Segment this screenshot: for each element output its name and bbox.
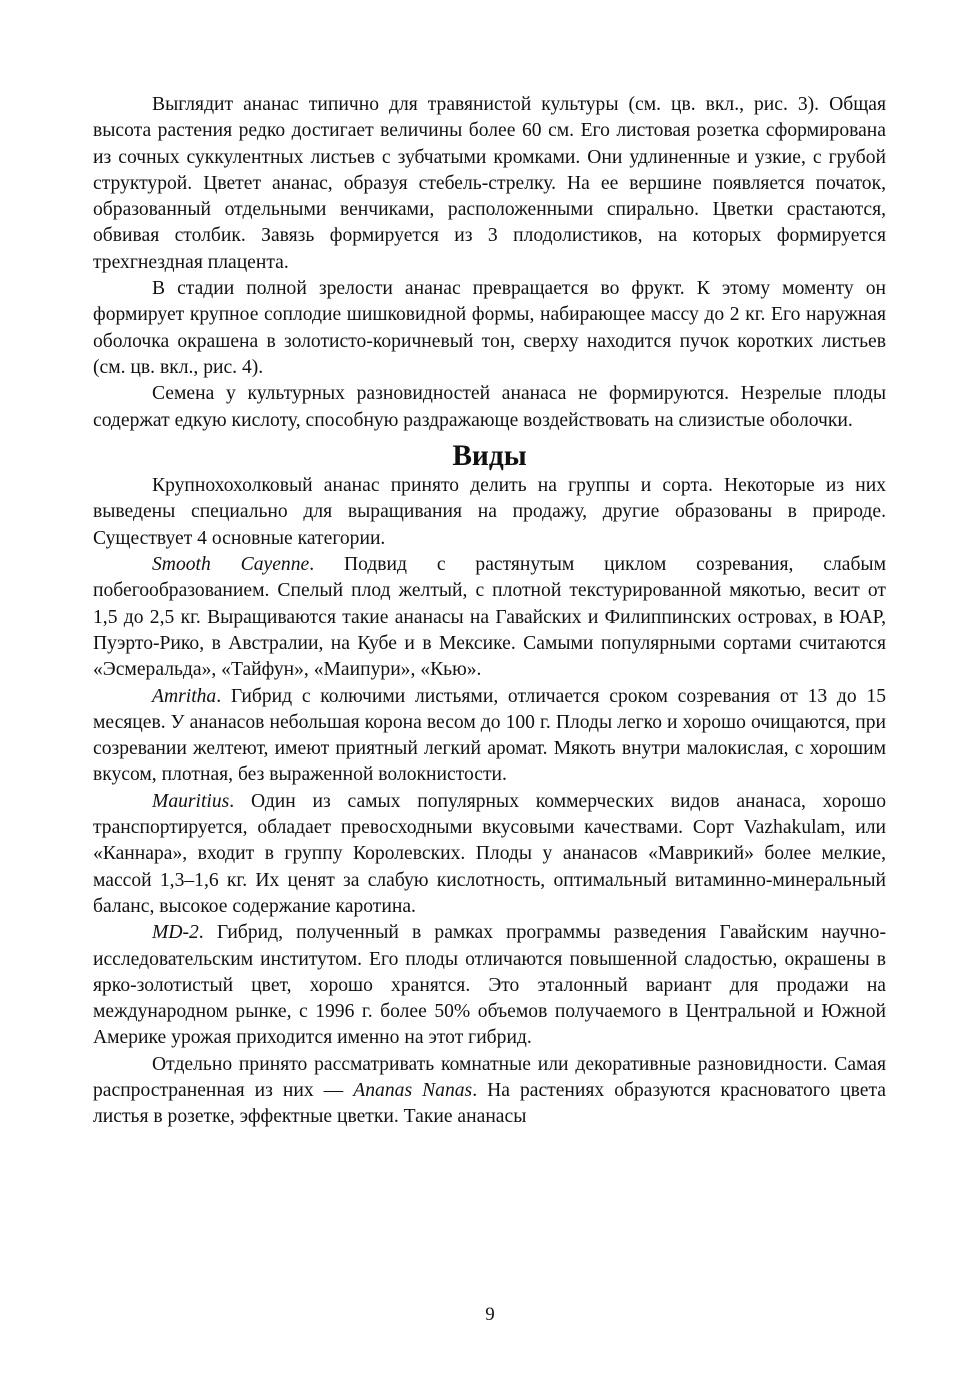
paragraph-appearance: Выглядит ананас типично для травянистой культуры (см. цв. вкл., рис. 3). Общая высота растения редко достигает величины более 60 см. Его листовая розетка сформирована из сочных суккулентных листьев с зубчатыми кромками. Они удлиненные и узкие, с грубой структурой. Цветет ананас, образуя стебель-стрелку. На ее вершине появляется початок, образованный отдельными венчиками, расположенными спирально. Цветки срастаются, обвивая столбик. Завязь формируется из 3 плодолистиков, на которых формируется трехгнездная плацента. [93, 94, 886, 273]
variety-term: MD-2 [152, 922, 199, 944]
variety-description: . Один из самых популярных коммерческих видов ананаса, хорошо транспортируется, обладает превосходными вкусовыми качествами. Сорт Vazhakulam, или «Каннара», входит в группу Королевских. Плоды у ананасов «Маврикий» более мелкие, массой 1,3–1,6 кг. Их ценят за слабую кислотность, оптимальный витаминно-минеральный баланс, высокое содержание каротина. [93, 790, 886, 917]
document-page [93, 92, 886, 1131]
variety-term: Mauritius [152, 790, 230, 812]
variety-md2 [93, 920, 886, 1051]
paragraph-ripeness: В стадии полной зрелости ананас превращается во фрукт. К этому моменту он формирует крупное соплодие шишковидной формы, набирающее массу до 2 кг. Его наружная оболочка окрашена в золотисто-коричневый тон, сверху находится пучок коротких листьев (см. цв. вкл., рис. 4). [93, 278, 886, 378]
paragraph-decorative [93, 1052, 886, 1131]
variety-term: Amritha [152, 685, 217, 707]
decorative-text-before: Отдельно принято рассматривать комнатные или декоративные разновидности. Самая распространенная из них — [93, 1053, 886, 1101]
decorative-term: Ananas Nanas [353, 1079, 473, 1101]
variety-description: . Гибрид, полученный в рамках программы разведения Гавайским научно-исследовательским институтом. Его плоды отличаются повышенной сладостью, окрашены в ярко-золотистый цвет, хорошо хранятся. Это эталонный вариант для продажи на международном рынке, с 1996 г. более 50% объемов получаемого в Центральной и Южной Америке урожая приходится именно на этот гибрид. [93, 922, 886, 1049]
paragraph-types-intro: Крупнохохолковый ананас принято делить на группы и сорта. Некоторые из них выведены специально для выращивания на продажу, другие образованы в природе. Существует 4 основные категории. [93, 475, 886, 549]
section-heading-types: Виды [452, 439, 527, 472]
variety-description: . Гибрид с колючими листьями, отличается сроком созревания от 13 до 15 месяцев. У ананасов небольшая корона весом до 100 г. Плоды легко и хорошо очищаются, при созревании желтеют, имеют приятный легкий аромат. Мякоть внутри малокислая, с хорошим вкусом, плотная, без выраженной волокнистости. [93, 685, 886, 786]
paragraph-seeds: Семена у культурных разновидностей ананаса не формируются. Незрелые плоды содержат едкую кислоту, способную раздражающе воздействовать на слизистые оболочки. [93, 383, 886, 431]
page-number: 9 [485, 1304, 495, 1325]
decorative-text-after: . На растениях образуются красноватого цвета листья в розетке, эффектные цветки. Такие ананасы [93, 1079, 886, 1128]
variety-mauritius [93, 789, 886, 920]
variety-amritha [93, 684, 886, 789]
variety-smooth-cayenne [93, 552, 886, 683]
variety-term: Smooth Cayenne [152, 554, 310, 576]
variety-description: . Подвид с растянутым циклом созревания, слабым побегообразованием. Спелый плод желтый, с плотной текстурированной мякотью, весит от 1,5 до 2,5 кг. Выращиваются такие ананасы на Гавайских и Филиппинских островах, в ЮАР, Пуэрто-Рико, в Австралии, на Кубе и в Мексике. Самыми популярными сортами считаются «Эсмеральда», «Тайфун», «Маипури», «Кью». [93, 554, 886, 681]
